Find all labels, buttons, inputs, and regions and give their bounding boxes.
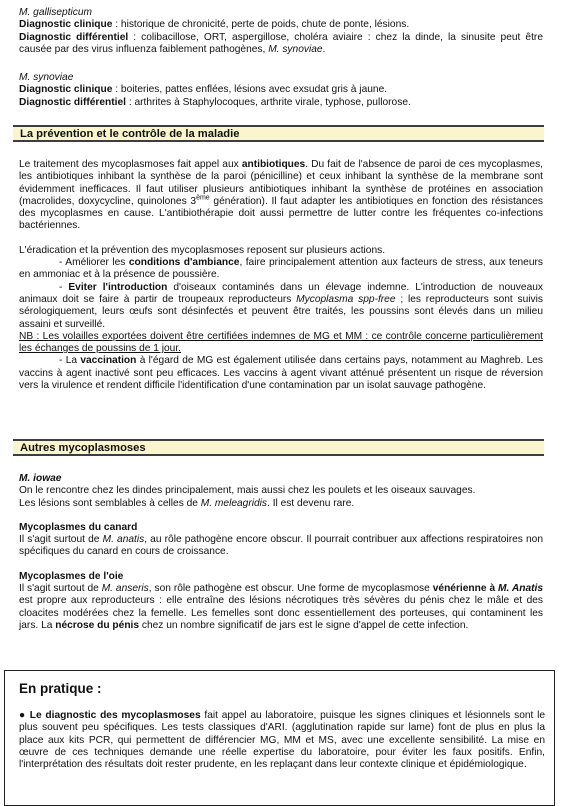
p4-dash: - — [59, 281, 69, 293]
oie-h: chez un nombre significatif de jars est le signe d'appel de cette infection. — [139, 619, 469, 631]
mg-dd-species: M. synoviae — [268, 43, 323, 55]
canard-anatis: M. anatis — [102, 534, 145, 546]
ms-dd-text: : arthrites à Staphylocoques, arthrite virale, typhose, pullorose. — [125, 96, 411, 108]
p4-text-c: d'oiseaux contaminés dans un élevage indemne. L'introduction de nouveaux animaux doit se faire à partir de troupeaux reproducteurs — [19, 281, 543, 305]
p5-text: à l'égard de MG est également utilisée dans certains pays, notamment au Maghreb. Les vaccins à agent inactivé sont peu efficaces. Les vaccins à agent vivant atténué présentent un risque de réversion vers la virulence et rendent difficile l'identification d'une contamination par un isolat sauvage pathogène. — [19, 355, 543, 392]
en-pratique-title: En pratique : — [19, 681, 102, 696]
eradication-paragraph: L'éradication et la prévention des mycoplasmoses reposent sur plusieurs actions. — [19, 244, 386, 256]
p1-text-d: génération). Il faut adapter les antibiotiques en fonction des résistances des mycoplasmes en cause. L'antibiothérapie doit aussi permettre de lutter contre les fréquentes co-infections bactériennes. — [19, 195, 544, 232]
oie-f: est propre aux reproducteurs : elle entraîne des lésions nécrotiques très sévères du pénis chez le mâle et des cloacites modérées chez la femelle. Les femelles sont donc essentiellement des porteuses, qui contaminent les jars. La — [19, 595, 543, 631]
mg-species-title: M. gallisepticum — [19, 7, 93, 18]
en-pratique-box — [4, 670, 555, 806]
iowae-p2-c: . Il est devenu rare. — [267, 497, 355, 509]
oie-anatis: M. Anatis — [498, 583, 544, 595]
vaccination-paragraph — [19, 355, 543, 392]
iowae-p2 — [19, 498, 543, 510]
ambiance-paragraph — [19, 257, 543, 282]
introduction-paragraph — [19, 282, 543, 331]
mg-diagnostic-differentiel — [19, 32, 543, 57]
p1-antibiotiques: antibiotiques — [241, 159, 306, 170]
oie-title: Mycoplasmes de l'oie — [19, 570, 124, 582]
oie-paragraph — [19, 583, 543, 632]
mg-dc-text: : historique de chronicité, perte de poids, chute de ponte, lésions. — [112, 19, 410, 31]
mg-dd-label: Diagnostic différentiel — [19, 31, 129, 43]
canard-a: Il s'agit surtout de — [19, 534, 103, 546]
section-autres-title: Autres mycoplasmoses — [20, 442, 146, 454]
ms-diagnostic-clinique — [19, 84, 543, 96]
ms-diagnostic-differentiel — [19, 97, 543, 109]
canard-paragraph — [19, 534, 543, 559]
p5-vaccination: vaccination — [80, 355, 137, 367]
mg-dc-label: Diagnostic clinique — [19, 19, 113, 31]
mg-diagnostic-clinique — [19, 19, 543, 31]
iowae-p1: On le rencontre chez les dindes principalement, mais aussi chez les poulets et les oiseaux sauvages. — [19, 485, 476, 497]
oie-a: Il s'agit surtout de — [19, 583, 102, 595]
oie-necrose: nécrose du pénis — [55, 619, 140, 631]
en-pratique-body — [19, 710, 545, 771]
mg-block — [19, 7, 543, 56]
section-autres-header — [13, 439, 544, 456]
iowae-title: M. iowae — [19, 473, 62, 484]
p1-sup: ème — [196, 194, 210, 202]
p1-text-c: . Du fait de l'absence de paroi de ces mycoplasmes, les antibiotiques inhibant la synthèse de la paroi (pénicilline) et ceux inhibant la synthèse de la membrane sont évidemment inefficaces. Il faut utiliser plusieurs antibiotiques inhibant la synthèse de protéines en association (macrolides, doxycycline, quinolones 3 — [19, 159, 544, 207]
nb-note: NB : Les volailles exportées doivent être certifiées indemnes de MG et MM : ce contrôle concerne particulièrement les échanges de poussins de 1 jour. — [19, 330, 543, 355]
diagnostic-paragraph — [19, 710, 545, 771]
mg-dd-end: . — [322, 43, 326, 55]
canard-c: , au rôle pathogène encore obscur. Il pourrait contribuer aux affections respiratoires non spécifiques du canard en cours de croissance. — [19, 534, 543, 558]
section-prevention-header — [13, 125, 544, 142]
iowae-meleagridis: M. meleagridis — [200, 497, 268, 509]
ms-dc-text: : boiteries, pattes enflées, lésions avec exsudat gris à jaune. — [112, 84, 388, 96]
ms-species-title: M. synoviae — [19, 72, 74, 83]
ms-dd-label: Diagnostic différentiel — [19, 96, 126, 108]
section-prevention-title: La prévention et le contrôle de la maladie — [20, 128, 240, 140]
p4-eviter: Eviter l'introduction — [68, 281, 168, 293]
p3-text: , faire principalement attention aux facteurs de stress, aux teneurs en ammoniac et à la présence de poussière. — [19, 257, 543, 281]
bullet-icon: ● — [19, 710, 27, 721]
p1-text-a: Le traitement des mycoplasmoses fait appel aux — [19, 159, 242, 170]
diagnostic-label: Le diagnostic des mycoplasmoses — [26, 710, 201, 721]
ms-dc-label: Diagnostic clinique — [19, 84, 113, 96]
section-prevention-body — [19, 159, 543, 392]
antibiotics-paragraph — [19, 159, 543, 233]
iowae-p2-a: Les lésions sont semblables à celles de — [19, 497, 201, 509]
p3-conditions: conditions d'ambiance — [128, 257, 240, 269]
p3-dash: - Améliorer les — [59, 257, 129, 269]
p5-dash: - La — [59, 355, 81, 367]
oie-anseris: M. anseris — [101, 583, 149, 595]
mg-dd-text: : colibacillose, ORT, aspergillose, choléra aviaire : chez la dinde, la sinusite peut être causée par des virus influenza faiblement pathogènes, — [19, 31, 543, 55]
canard-title: Mycoplasmes du canard — [19, 521, 138, 533]
p4-free: Mycoplasma spp-free — [296, 293, 396, 305]
ms-block — [19, 72, 543, 109]
p4-text-e: ; les reproducteurs sont suivis sérologiquement, leurs œufs sont désinfectés et peuvent être traités, les poussins sont élevés dans un milieu assaini et surveillé. — [19, 293, 544, 330]
diagnostic-text: fait appel au laboratoire, puisque les signes cliniques et lésionnels sont le plus souvent peu spécifiques. Les tests classiques d'ARI. (agglutination rapide sur lame) font de plus en plus la place aux kits PCR, qui permettent de différencier MG, MM et MS, avec une excellente sensibilité. La mise en œuvre de ces techniques demande une réelle expertise du laboratoire, pour éviter les faux positifs. Enfin, l'interprétation des résultats doit rester prudente, en les replaçant dans leur contexte clinique et épidémiologique. — [19, 710, 546, 771]
oie-venerienne: vénérienne à — [432, 583, 499, 595]
section-autres-body — [19, 473, 543, 632]
oie-c: , son rôle pathogène est obscur. Une forme de mycoplasmose — [148, 583, 433, 595]
